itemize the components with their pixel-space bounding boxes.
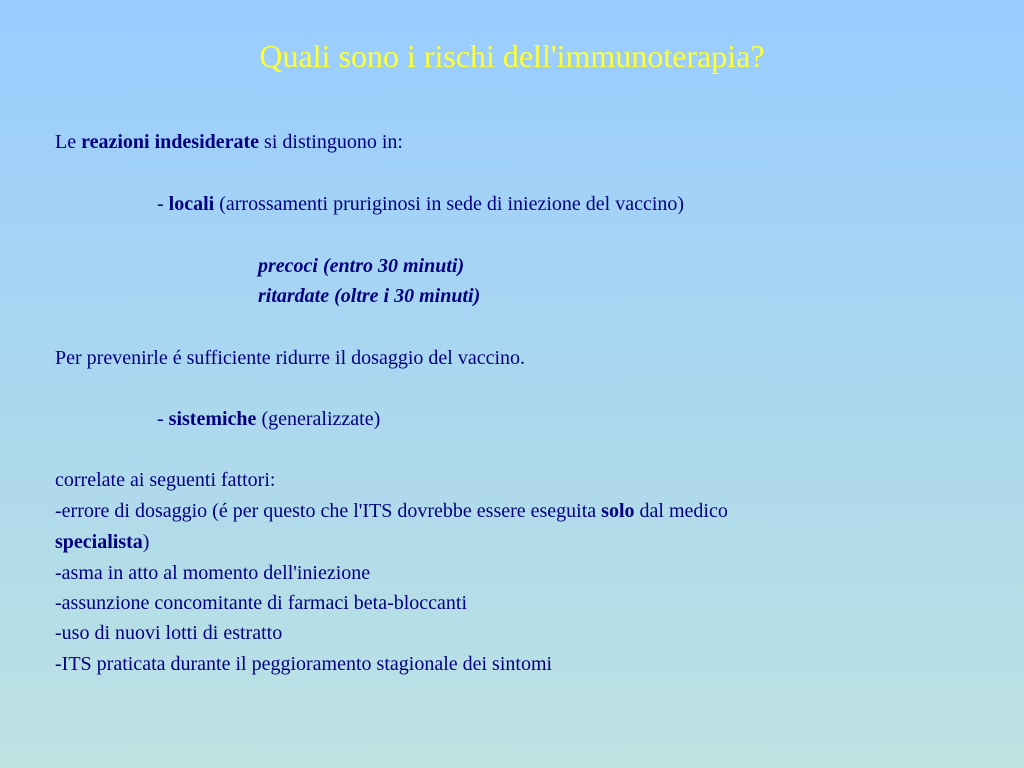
errore-bold: solo (601, 500, 635, 522)
locali-bold: locali (168, 193, 215, 215)
sistemiche-bold: sistemiche (168, 408, 257, 430)
intro-suffix: si distinguono in: (259, 131, 403, 153)
factor-item: -ITS praticata durante il peggioramento stagionale dei sintomi (55, 653, 553, 675)
precoci-line: precoci (entro 30 minuti) (258, 255, 465, 277)
specialista-bold: specialista (55, 531, 143, 553)
ritardate-line: ritardate (oltre i 30 minuti) (258, 285, 481, 307)
intro-line (55, 130, 403, 154)
prevent-line: Per prevenirle é sufficiente ridurre il dosaggio del vaccino. (55, 347, 526, 369)
specialista-rest: ) (142, 531, 150, 553)
errore-text: -errore di dosaggio (é per questo che l'ITS dovrebbe essere eseguita (55, 500, 602, 522)
intro-bold: reazioni indesiderate (81, 131, 260, 153)
intro-prefix: Le (55, 131, 82, 153)
factor-item: -asma in atto al momento dell'iniezione (55, 562, 371, 584)
sistemiche-rest: (generalizzate) (256, 408, 381, 430)
factor-item: -uso di nuovi lotti di estratto (55, 622, 283, 644)
errore-line (55, 499, 728, 523)
locali-dash: - (157, 193, 169, 215)
slide-title: Quali sono i rischi dell'immunoterapia? (259, 38, 765, 74)
specialista-line (55, 530, 149, 554)
locali-line (157, 192, 684, 216)
sistemiche-dash: - (157, 408, 169, 430)
locali-rest: (arrossamenti pruriginosi in sede di iniezione del vaccino) (214, 193, 685, 215)
errore-rest: dal medico (634, 500, 728, 522)
correlate-line: correlate ai seguenti fattori: (55, 469, 276, 491)
sistemiche-line (157, 407, 380, 431)
factor-item: -assunzione concomitante di farmaci beta-bloccanti (55, 592, 468, 614)
